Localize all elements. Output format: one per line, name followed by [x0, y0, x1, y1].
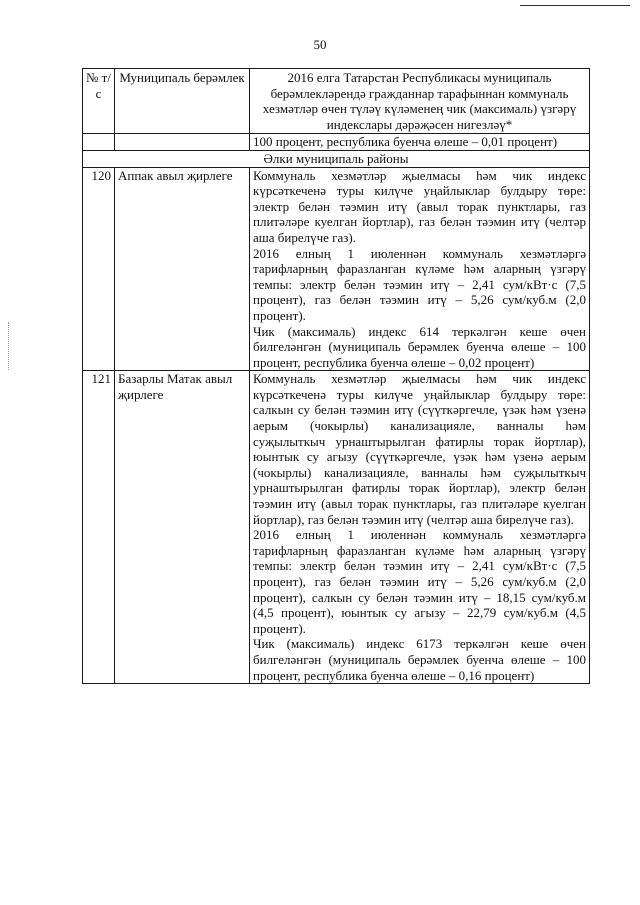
- carryover-municipality: [115, 134, 250, 151]
- district-title: Әлки муниципаль районы: [83, 150, 590, 167]
- margin-marks: [8, 322, 9, 370]
- header-description: 2016 елга Татарстан Республикасы муниципаль берәмлекләрендә гражданнар тарафыннан коммуналь хезмәтләр өчен түләү күләменең чик (максималь) үзгәрү индекслары дәрәҗәсен нигезләү*: [250, 69, 590, 134]
- row-description: [250, 167, 590, 371]
- row-paragraph: 2016 елның 1 июленнән коммуналь хезмәтләргә тарифларның фаразланган күләме һәм аларның үзгәрү темпы: электр белән тәэмин итү – 2,41 сум/кВт·с (7,5 процент), газ белән тәэмин итү – 5,26 сум/куб.м (2,0 процент), салкын су белән тәэмин итү – 18,15 сум/куб.м (4,5 процент), юынтык су агызу – 22,79 сум/куб.м (4,5 процент).: [253, 527, 586, 636]
- row-municipality: Базарлы Матак авыл җирлеге: [115, 371, 250, 684]
- page-number: 50: [313, 37, 327, 52]
- carryover-row: [83, 134, 590, 151]
- tariff-index-table: [82, 68, 590, 684]
- table-header-row: [83, 69, 590, 134]
- carryover-text: 100 процент, республика буенча өлеше – 0,01 процент): [250, 134, 590, 151]
- header-number: № т/с: [83, 69, 115, 134]
- row-municipality: Аппак авыл җирлеге: [115, 167, 250, 371]
- row-paragraph: Чик (максималь) индекс 6173 теркәлгән кеше өчен билгеләнгән (муниципаль берәмлек буенча өлеше – 100 процент, республика буенча өлеше – 0,16 процент): [253, 636, 586, 683]
- row-paragraph: Коммуналь хезмәтләр җыелмасы һәм чик индекс күрсәткеченә туры килүче уңайлыклар булдыру төре: электр белән тәэмин итү (авыл торак пунктлары, газ плитәләре куелган йортлар), газ белән тәэмин итү (челтәр аша бирелүче газ).: [253, 167, 586, 245]
- table-row: [83, 167, 590, 371]
- row-number: 120: [83, 167, 115, 371]
- row-paragraph: Чик (максималь) индекс 614 теркәлгән кеше өчен билгеләнгән (муниципаль берәмлек буенча өлеше – 100 процент, республика буенча өлеше – 0,02 процент): [253, 323, 586, 370]
- carryover-number: [83, 134, 115, 151]
- row-description: [250, 371, 590, 684]
- row-paragraph: Коммуналь хезмәтләр җыелмасы һәм чик индекс күрсәткеченә туры килүче уңайлыклар булдыру төре: салкын су белән тәэмин итү (сүүткәргечле, үзәк һәм үзенә аерым (чокырлы) канализацияле, ванналы һәм суҗылыткыч урнаштырылган фатирлы торак йортлар), юынтык су агызу (сүүткәргечле, үзәк һәм үзенә аерым (чокырлы) канализацияле, ванналы һәм суҗылыткыч урнаштырылган фатирлы торак йортлар), электр белән тәэмин итү (авыл торак пунктлары, газ плитәләре куелган йортлар), газ белән тәэмин итү (челтәр аша бирелүче газ).: [253, 371, 586, 527]
- table-row: [83, 371, 590, 684]
- top-rule: [520, 5, 630, 6]
- row-number: 121: [83, 371, 115, 684]
- district-section-row: [83, 150, 590, 167]
- header-municipality: Муниципаль берәмлек: [115, 69, 250, 134]
- row-paragraph: 2016 елның 1 июленнән коммуналь хезмәтләргә тарифларның фаразланган күләме һәм аларның үзгәрү темпы: электр белән тәэмин итү – 2,41 сум/кВт·с (7,5 процент), газ белән тәэмин итү – 5,26 сум/куб.м (2,0 процент).: [253, 245, 586, 323]
